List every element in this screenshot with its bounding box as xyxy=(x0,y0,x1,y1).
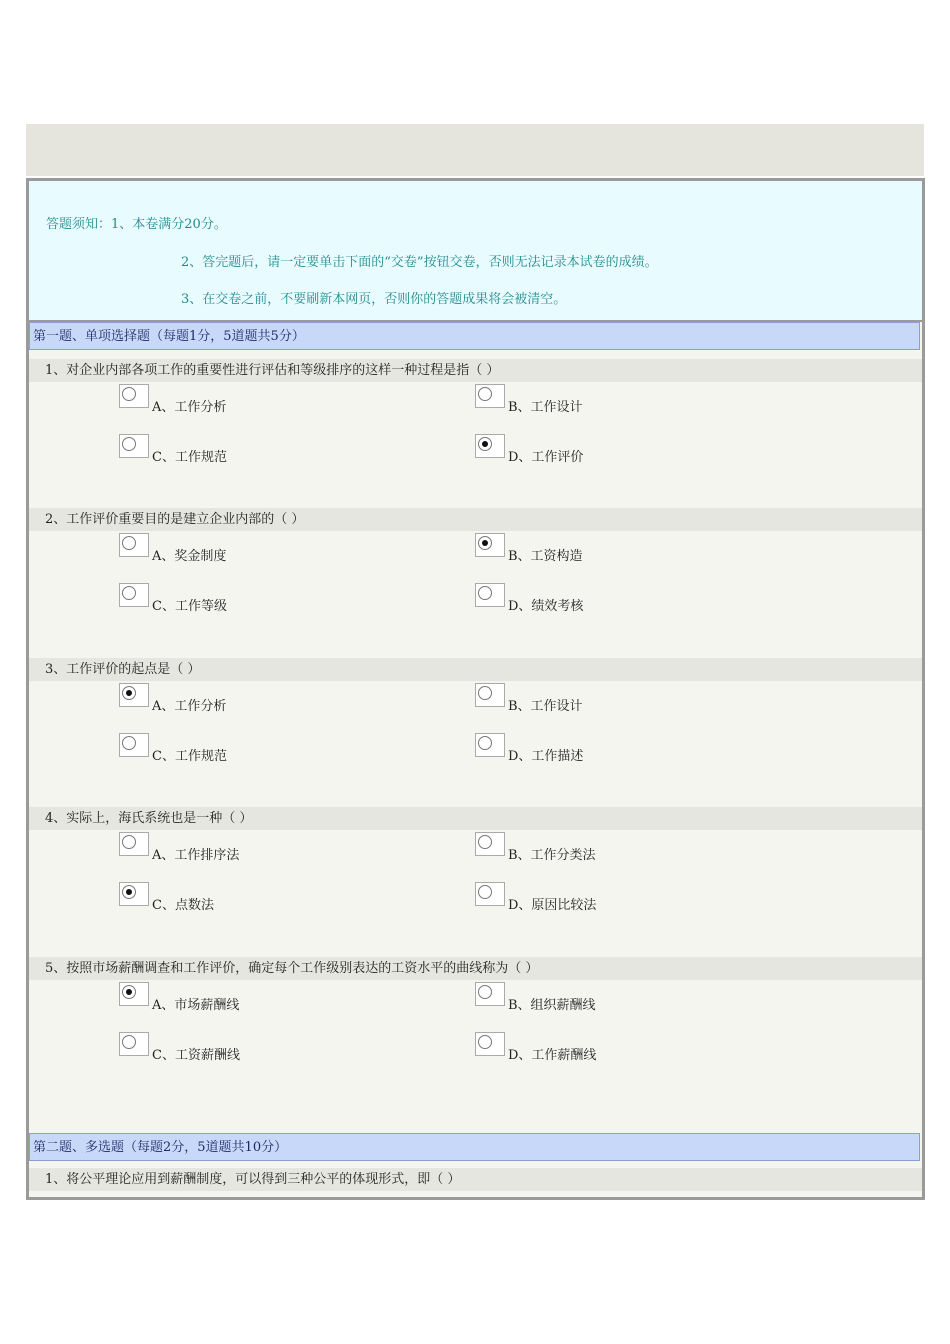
option-label: A、市场薪酬线 xyxy=(152,998,240,1013)
option-label: D、原因比较法 xyxy=(508,898,597,913)
radio-button[interactable] xyxy=(119,1032,149,1056)
exam-instructions xyxy=(29,181,922,322)
radio-button[interactable] xyxy=(119,832,149,856)
option-label: A、奖金制度 xyxy=(152,549,227,564)
instruction-line-1: 答题须知：1、本卷满分20分。 xyxy=(46,217,227,232)
radio-button[interactable] xyxy=(119,434,149,458)
radio-button[interactable] xyxy=(119,733,149,757)
option-label: D、工作薪酬线 xyxy=(508,1048,597,1063)
section-2-header: 第二题、多选题（每题2分，5道题共10分） xyxy=(29,1133,920,1161)
question-1-text: 1、对企业内部各项工作的重要性进行评估和等级排序的这样一种过程是指（ ） xyxy=(29,359,922,382)
radio-button[interactable] xyxy=(119,384,149,408)
radio-button[interactable] xyxy=(475,733,505,757)
radio-button[interactable] xyxy=(475,832,505,856)
instruction-line-3: 3、在交卷之前，不要刷新本网页，否则你的答题成果将会被清空。 xyxy=(181,292,567,307)
radio-button-selected[interactable] xyxy=(475,533,505,557)
radio-button-selected[interactable] xyxy=(119,882,149,906)
option-label: B、工资构造 xyxy=(508,549,583,564)
option-label: C、点数法 xyxy=(152,898,214,913)
top-toolbar-bar xyxy=(26,124,924,176)
radio-button[interactable] xyxy=(475,384,505,408)
radio-button[interactable] xyxy=(119,583,149,607)
option-label: C、工作规范 xyxy=(152,450,227,465)
option-label: B、工作设计 xyxy=(508,400,583,415)
option-label: A、工作分析 xyxy=(152,699,227,714)
radio-button[interactable] xyxy=(475,882,505,906)
radio-button[interactable] xyxy=(475,683,505,707)
radio-button-selected[interactable] xyxy=(475,434,505,458)
radio-button[interactable] xyxy=(475,1032,505,1056)
radio-button[interactable] xyxy=(475,583,505,607)
question-2-text: 2、工作评价重要目的是建立企业内部的（ ） xyxy=(29,508,922,531)
option-label: C、工作等级 xyxy=(152,599,227,614)
question-3-text: 3、工作评价的起点是（ ） xyxy=(29,658,922,681)
question-5-text: 5、按照市场薪酬调查和工作评价，确定每个工作级别表达的工资水平的曲线称为（ ） xyxy=(29,957,922,980)
instruction-line-2: 2、答完题后，请一定要单击下面的“交卷”按钮交卷，否则无法记录本试卷的成绩。 xyxy=(181,255,658,270)
option-label: A、工作排序法 xyxy=(152,848,240,863)
option-label: C、工作规范 xyxy=(152,749,227,764)
question-4-text: 4、实际上，海氏系统也是一种（ ） xyxy=(29,807,922,830)
question-6-text: 1、将公平理论应用到薪酬制度，可以得到三种公平的体现形式，即（ ） xyxy=(29,1168,922,1191)
option-label: C、工资薪酬线 xyxy=(152,1048,240,1063)
option-label: B、工作设计 xyxy=(508,699,583,714)
radio-button-selected[interactable] xyxy=(119,683,149,707)
radio-button-selected[interactable] xyxy=(119,982,149,1006)
option-label: D、绩效考核 xyxy=(508,599,584,614)
exam-panel xyxy=(26,178,925,1200)
option-label: A、工作分析 xyxy=(152,400,227,415)
option-label: B、组织薪酬线 xyxy=(508,998,596,1013)
radio-button[interactable] xyxy=(119,533,149,557)
section-1-header: 第一题、单项选择题（每题1分，5道题共5分） xyxy=(29,322,920,350)
option-label: B、工作分类法 xyxy=(508,848,596,863)
option-label: D、工作描述 xyxy=(508,749,584,764)
option-label: D、工作评价 xyxy=(508,450,584,465)
radio-button[interactable] xyxy=(475,982,505,1006)
